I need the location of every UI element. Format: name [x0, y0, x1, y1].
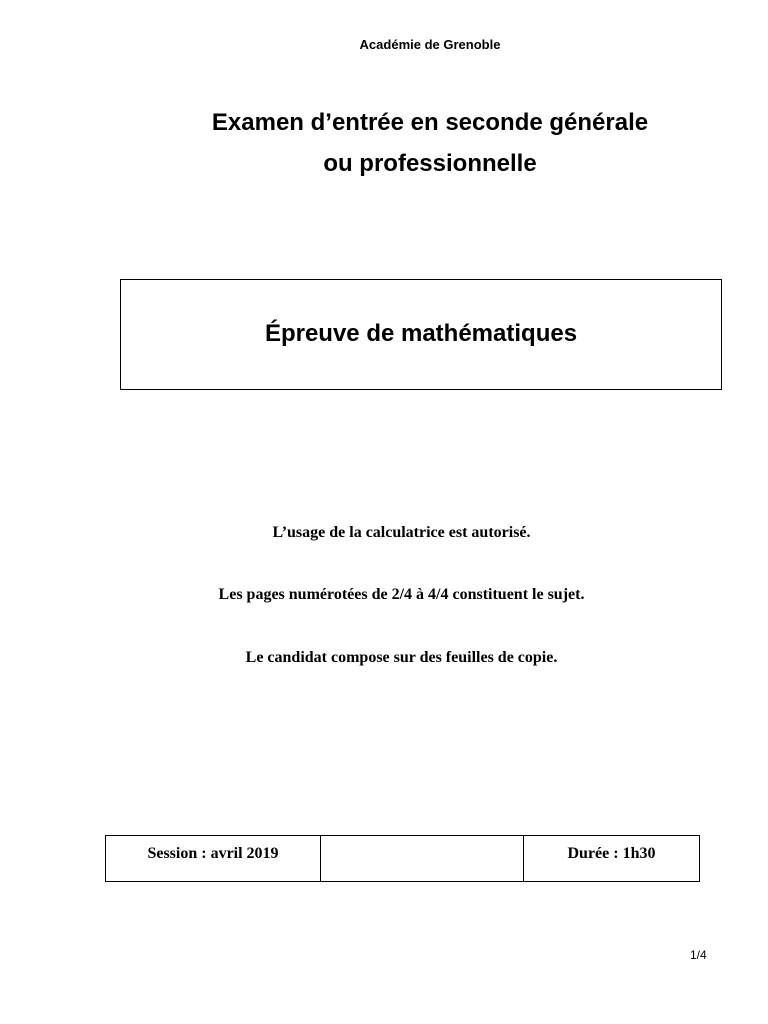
subject-box	[120, 279, 722, 390]
instruction-pages: Les pages numérotées de 2/4 à 4/4 constituent le sujet.	[218, 586, 585, 603]
page-number: 1/4	[690, 948, 707, 962]
session-cell: Session : avril 2019	[106, 836, 321, 882]
exam-title-line-2: ou professionnelle	[323, 150, 537, 177]
session-info-table	[105, 835, 700, 882]
session-info-row	[106, 836, 700, 882]
exam-title-line-1: Examen d’entrée en seconde générale	[211, 109, 649, 136]
subject-title: Épreuve de mathématiques	[264, 320, 578, 347]
duration-cell: Durée : 1h30	[524, 836, 700, 882]
instruction-answer-sheets: Le candidat compose sur des feuilles de copie.	[245, 649, 558, 666]
instruction-calculator: L’usage de la calculatrice est autorisé.	[272, 524, 531, 541]
academy-name: Académie de Grenoble	[359, 37, 501, 52]
empty-cell	[321, 836, 524, 882]
